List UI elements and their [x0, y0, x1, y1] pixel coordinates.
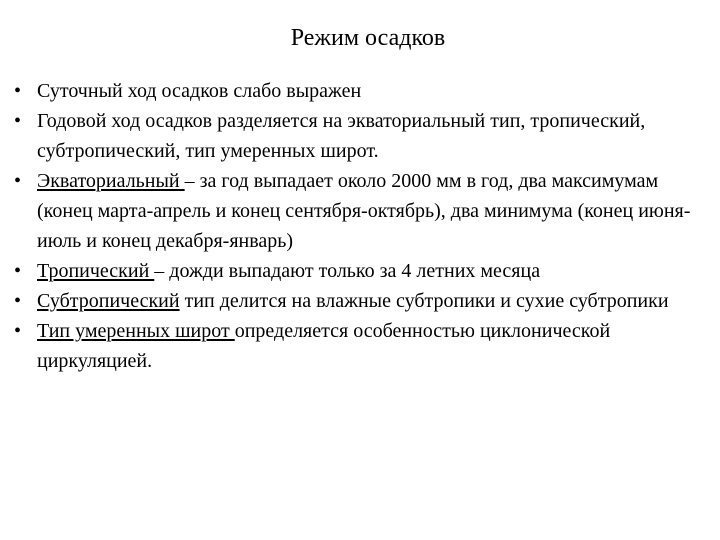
bullet-dot-icon: •: [14, 260, 22, 282]
bullet-text: Годовой ход осадков разделяется на экваториальный тип, тропический, субтропический, тип умеренных широт.: [37, 110, 646, 162]
bullet-text: тип делится на влажные субтропики и сухие субтропики: [179, 290, 669, 312]
bullet-term: Тип умеренных широт: [37, 320, 235, 342]
bullet-item: [14, 106, 704, 166]
bullet-text: – за год выпадает около 2000 мм в год, два максимумам (конец марта-апрель и конец сентября-октябрь), два минимума (конец июня-июль и конец декабря-январь): [37, 170, 691, 252]
bullet-term: Субтропический: [37, 290, 180, 312]
bullet-dot-icon: •: [14, 110, 22, 132]
bullet-term: Экваториальный: [37, 170, 185, 192]
bullet-item: [14, 256, 704, 286]
slide-title: [0, 22, 720, 54]
bullet-item: [14, 166, 704, 256]
bullet-item: [14, 316, 704, 376]
bullet-term: Тропический: [37, 260, 155, 282]
slide-title-text: Режим осадков: [290, 25, 446, 51]
bullet-text: определяется особенностью циклонической циркуляцией.: [37, 320, 611, 372]
bullet-dot-icon: •: [14, 170, 22, 192]
bullet-text: Суточный ход осадков слабо выражен: [37, 80, 362, 102]
bullet-item: [14, 76, 704, 106]
bullet-text: – дожди выпадают только за 4 летних месяца: [154, 260, 541, 282]
bullet-dot-icon: •: [14, 290, 22, 312]
bullet-list: [14, 76, 704, 376]
bullet-dot-icon: •: [14, 80, 22, 102]
bullet-item: [14, 286, 704, 316]
bullet-dot-icon: •: [14, 320, 22, 342]
